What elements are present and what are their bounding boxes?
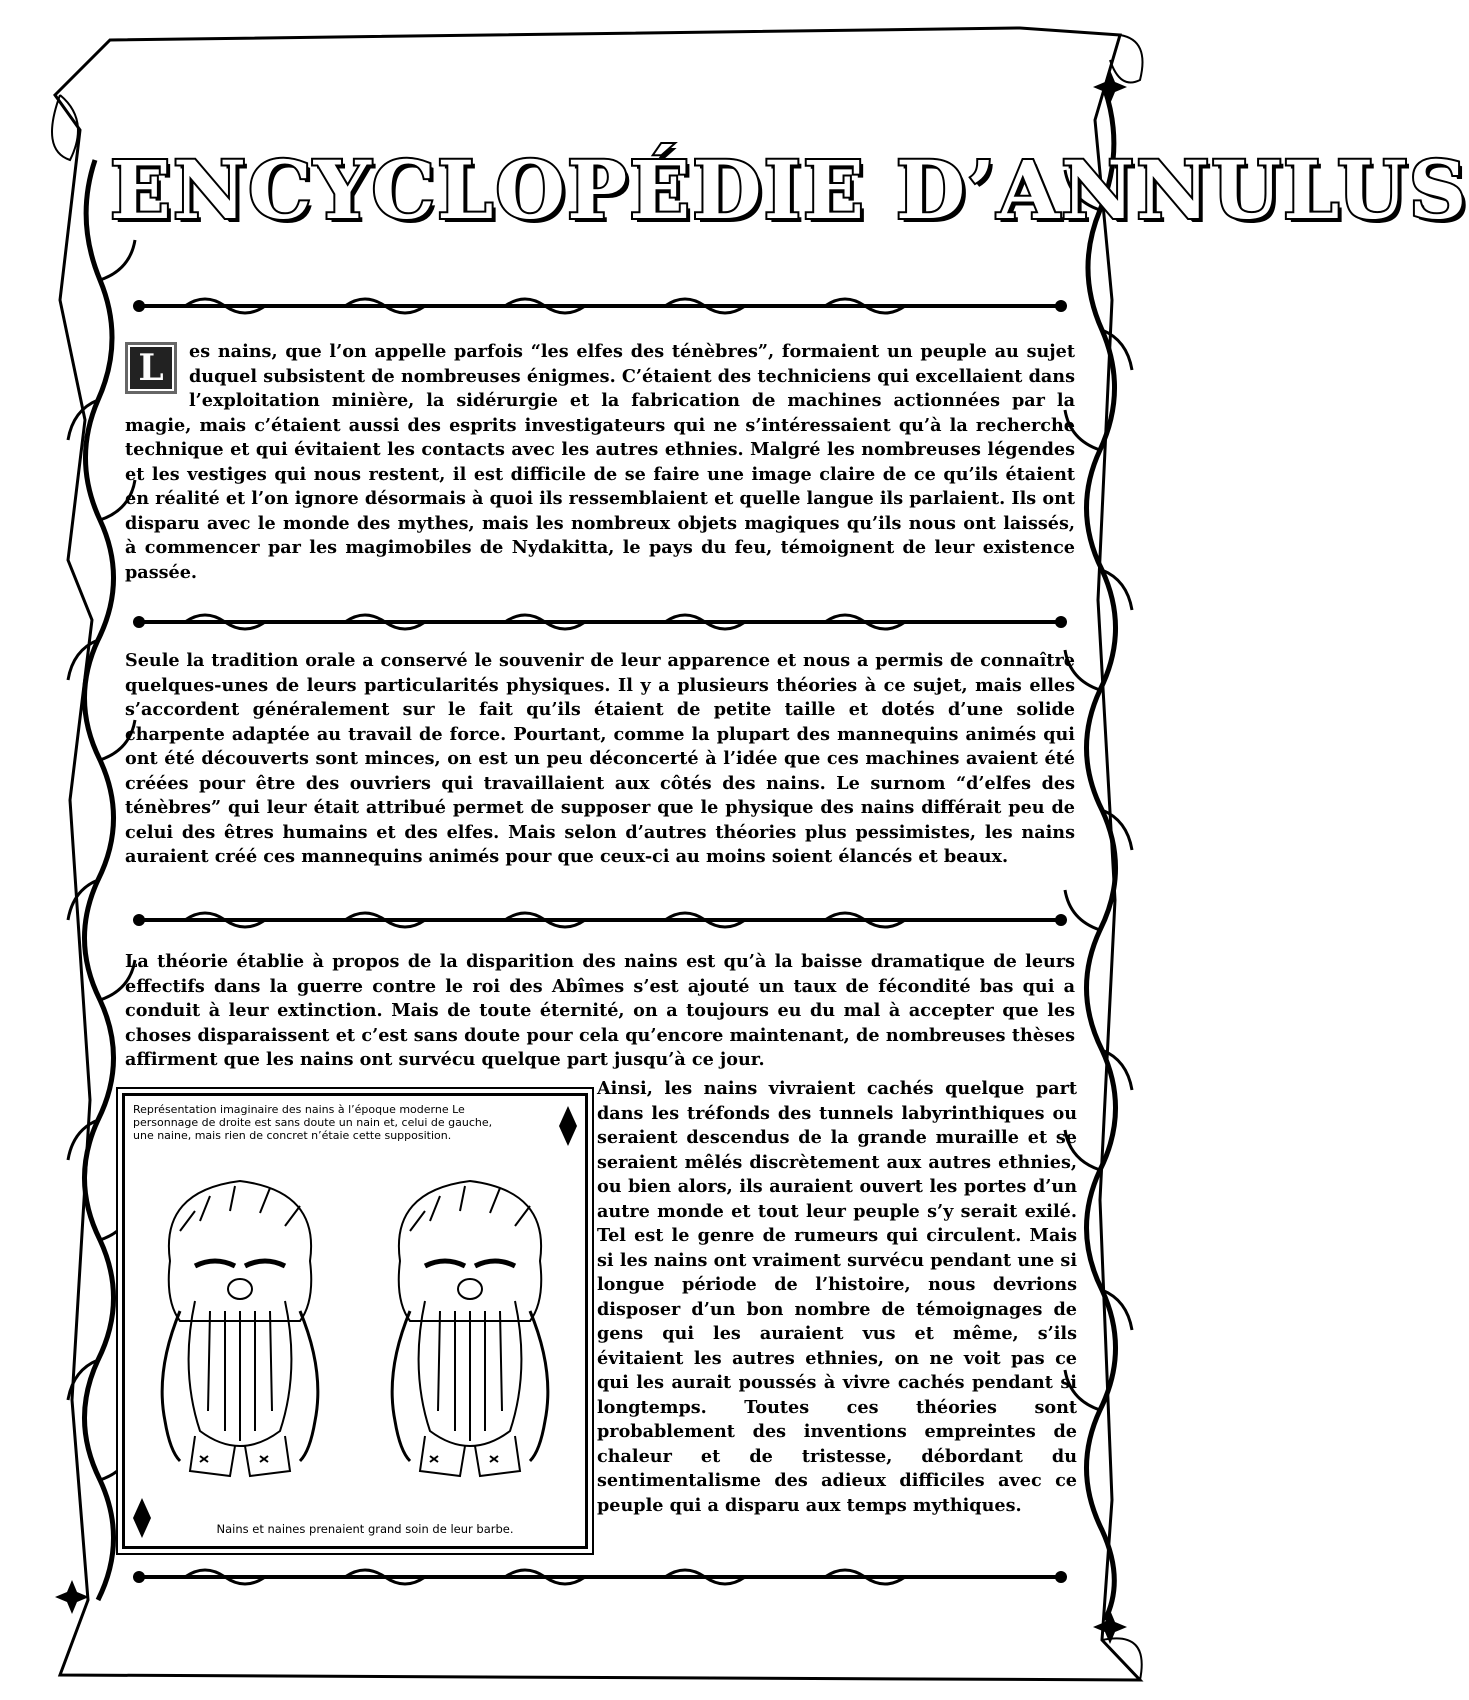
ornamental-divider — [125, 608, 1075, 636]
female-dwarf-figure — [162, 1181, 318, 1476]
paragraph-appearance: Seule la tradition orale a conservé le souvenir de leur apparence et nous a permis de connaître quelques-unes de leurs particularités physiques. Il y a plusieurs théories à ce sujet, mais elles s’accordent généralement sur le fait qu’ils étaient de petite taille et dotés d’une solide charpente adaptée au travail de force. Pourtant, comme la plupart des mannequins animés qui ont été découverts sont minces, on est un peu déconcerté à l’idée que ces machines avaient été créées pour être des ouvriers qui travaillaient aux côtés des nains. Le surnom “d’elfes des ténèbres” qui leur était attribué permet de supposer que le physique des nains différait peu de celui des êtres humains et des elfes. Mais selon d’autres théories plus pessimistes, les nains auraient créé ces mannequins animés pour que ceux-ci au moins soient élancés et beaux. — [125, 650, 1075, 867]
page-title: ENCYCLOPÉDIE D’ANNULUS — [110, 143, 1469, 237]
ornamental-divider — [125, 906, 1075, 934]
ornamental-divider — [125, 292, 1075, 320]
drop-cap: L — [125, 342, 177, 394]
ornamental-divider — [125, 1563, 1075, 1591]
diamond-icon — [133, 1498, 151, 1538]
dwarves-drawing — [140, 1171, 570, 1501]
figure-caption-bottom: Nains et naines prenaient grand soin de leur barbe. — [216, 1522, 514, 1536]
paragraph-theories: Ainsi, les nains vivraient cachés quelque part dans les tréfonds des tunnels labyrinthiques ou seraient descendus de la grande muraille et se seraient mêlés discrètement aux autres ethnies, ou bien alors, ils auraient ouvert les portes d’un autre monde et tout leur peuple s’y serait exilé. Tel est le genre de rumeurs qui circulent. Mais si les nains ont vraiment survécu pendant une si longue période de l’histoire, nous devrions disposer d’un bon nombre de témoignages de gens qui les auraient vus et même, s’ils évitaient les autres ethnies, on ne voit pas ce qui les aurait poussés à vivre cachés pendant si longtemps. Toutes ces théories sont probablement des inventions empreintes de chaleur et de tristesse, débordant du sentimentalisme des adieux difficiles avec ce peuple qui a disparu aux temps mythiques. — [597, 1078, 1077, 1516]
paragraph-disappearance: La théorie établie à propos de la disparition des nains est qu’à la baisse dramatique de leurs effectifs dans la guerre contre le roi des Abîmes s’est ajouté un taux de fécondité bas qui a conduit à leur extinction. Mais de toute éternité, on a toujours eu du mal à accepter que les choses disparaissent et c’est sans doute pour cela qu’encore maintenant, de nombreuses thèses affirment que les nains ont survécu quelque part jusqu’à ce jour. — [125, 951, 1075, 1070]
dwarf-illustration-box — [122, 1093, 588, 1549]
diamond-icon — [559, 1106, 577, 1146]
paragraph-intro-text: es nains, que l’on appelle parfois “les elfes des ténèbres”, formaient un peuple au sujet duquel subsistent de nombreuses énigmes. C’étaient des techniciens qui excellaient dans l’exploitation minière, la sidérurgie et la fabrication de machines actionnées par la magie, mais c’étaient aussi des esprits investigateurs qui ne s’intéressaient qu’à la recherche technique et qui évitaient les contacts avec les autres ethnies. Malgré les nombreuses légendes et les vestiges qui nous restent, il est difficile de se faire une image claire de ce qu’ils étaient en réalité et l’on ignore désormais à quoi ils ressemblaient et quelle langue ils parlaient. Ils ont disparu avec le monde des mythes, mais les nombreux objets magiques qu’ils nous ont laissés, à commencer par les magimobiles de Nydakitta, le pays du feu, témoignent de leur existence passée. — [125, 341, 1075, 583]
paragraph-intro — [125, 340, 1075, 585]
male-dwarf-figure — [392, 1181, 548, 1476]
figure-caption-top: Représentation imaginaire des nains à l’époque moderne Le personnage de droite est sans doute un nain et, celui de gauche, une naine, mais rien de concret n’étaie cette supposition. — [133, 1103, 493, 1142]
